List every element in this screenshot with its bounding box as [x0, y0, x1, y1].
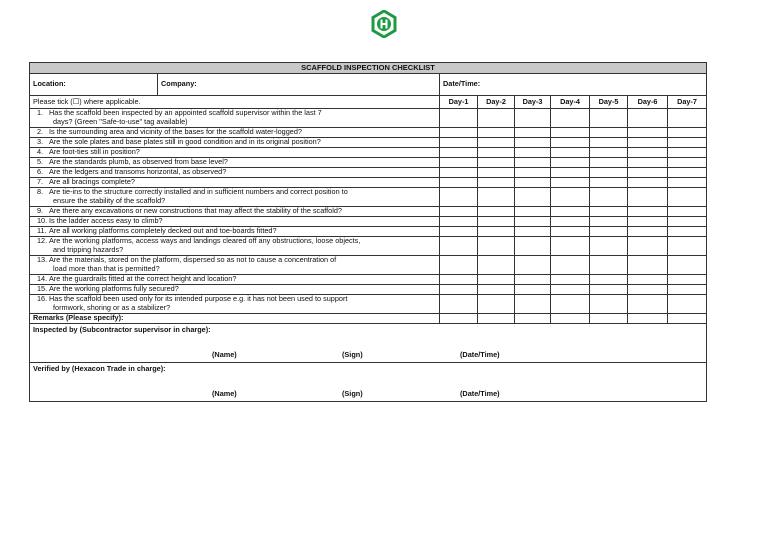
day-check-cell[interactable]	[440, 207, 478, 217]
question-text	[30, 256, 440, 275]
question-line: Is the ladder access easy to climb?	[49, 216, 163, 226]
checklist-row	[30, 256, 707, 275]
question-number: 16.	[37, 294, 48, 304]
remarks-cell[interactable]	[478, 314, 515, 324]
day-check-cell[interactable]	[668, 138, 707, 148]
day-check-cell[interactable]	[440, 295, 478, 314]
day-check-cell[interactable]	[515, 285, 551, 295]
question-text	[30, 188, 440, 207]
day-check-cell[interactable]	[551, 168, 590, 178]
day-check-cell[interactable]	[515, 295, 551, 314]
day-check-cell[interactable]	[515, 128, 551, 138]
day-check-cell[interactable]	[668, 285, 707, 295]
day-check-cell[interactable]	[551, 285, 590, 295]
checklist-row	[30, 109, 707, 128]
day-check-cell[interactable]	[668, 188, 707, 207]
day-check-cell[interactable]	[478, 285, 515, 295]
checklist-row	[30, 217, 707, 227]
remarks-cell[interactable]	[628, 314, 668, 324]
day-check-cell[interactable]	[628, 275, 668, 285]
question-number: 15.	[37, 284, 48, 294]
day-check-cell[interactable]	[590, 148, 628, 158]
verified-by-block	[30, 363, 707, 402]
day-check-cell[interactable]	[628, 168, 668, 178]
day-header: Day-3	[515, 96, 551, 109]
day-check-cell[interactable]	[515, 109, 551, 128]
day-check-cell[interactable]	[515, 237, 551, 256]
remarks-cell[interactable]	[515, 314, 551, 324]
question-number: 14.	[37, 274, 48, 284]
question-number: 7.	[37, 177, 44, 187]
company-label: Company:	[158, 74, 440, 96]
day-check-cell[interactable]	[590, 178, 628, 188]
day-check-cell[interactable]	[515, 227, 551, 237]
day-check-cell[interactable]	[590, 217, 628, 227]
question-line: and tripping hazards?	[53, 245, 124, 254]
day-check-cell[interactable]	[440, 178, 478, 188]
day-check-cell[interactable]	[478, 256, 515, 275]
day-check-cell[interactable]	[440, 188, 478, 207]
day-check-cell[interactable]	[628, 138, 668, 148]
checklist-row	[30, 158, 707, 168]
day-check-cell[interactable]	[440, 275, 478, 285]
question-number: 10.	[37, 216, 48, 226]
day-check-cell[interactable]	[515, 168, 551, 178]
day-check-cell[interactable]	[515, 148, 551, 158]
day-check-cell[interactable]	[440, 148, 478, 158]
day-check-cell[interactable]	[515, 207, 551, 217]
day-header: Day-4	[551, 96, 590, 109]
day-header: Day-6	[628, 96, 668, 109]
day-check-cell[interactable]	[628, 237, 668, 256]
day-check-cell[interactable]	[628, 109, 668, 128]
day-check-cell[interactable]	[551, 207, 590, 217]
remarks-cell[interactable]	[668, 314, 707, 324]
day-check-cell[interactable]	[590, 188, 628, 207]
day-check-cell[interactable]	[628, 285, 668, 295]
checklist-row	[30, 295, 707, 314]
day-check-cell[interactable]	[478, 128, 515, 138]
question-number: 1.	[37, 108, 44, 118]
day-check-cell[interactable]	[440, 109, 478, 128]
day-check-cell[interactable]	[668, 237, 707, 256]
day-check-cell[interactable]	[668, 128, 707, 138]
day-check-cell[interactable]	[551, 109, 590, 128]
question-line: Are the working platforms, access ways and landings cleared off any obstructions, loose objects,	[49, 236, 361, 246]
day-check-cell[interactable]	[478, 188, 515, 207]
datetime-sign-label: (Date/Time)	[460, 389, 500, 399]
question-number: 5.	[37, 157, 44, 167]
day-check-cell[interactable]	[628, 295, 668, 314]
question-line: formwork, shoring or as a stabilizer?	[53, 303, 171, 312]
question-line: Are foot-ties still in position?	[49, 147, 140, 157]
sign-label: (Sign)	[342, 350, 363, 360]
question-text	[30, 207, 440, 217]
day-check-cell[interactable]	[478, 217, 515, 227]
day-check-cell[interactable]	[590, 207, 628, 217]
checklist-row	[30, 285, 707, 295]
day-check-cell[interactable]	[590, 109, 628, 128]
day-check-cell[interactable]	[668, 256, 707, 275]
day-check-cell[interactable]	[478, 207, 515, 217]
checklist-row	[30, 237, 707, 256]
question-line: ensure the stability of the scaffold?	[53, 196, 166, 205]
question-line: Has the scaffold been used only for its intended purpose e.g. it has not been used to support	[49, 294, 348, 304]
day-check-cell[interactable]	[551, 188, 590, 207]
checklist-row	[30, 178, 707, 188]
day-check-cell[interactable]	[478, 178, 515, 188]
day-check-cell[interactable]	[440, 256, 478, 275]
question-line: Are the standards plumb, as observed from base level?	[49, 157, 228, 167]
day-check-cell[interactable]	[590, 227, 628, 237]
day-check-cell[interactable]	[590, 168, 628, 178]
day-check-cell[interactable]	[668, 178, 707, 188]
question-line: Are all working platforms completely decked out and toe-boards fitted?	[49, 226, 277, 236]
day-check-cell[interactable]	[440, 217, 478, 227]
day-check-cell[interactable]	[440, 227, 478, 237]
day-check-cell[interactable]	[551, 275, 590, 285]
question-line: Has the scaffold been inspected by an appointed scaffold supervisor within the last 7	[49, 108, 322, 118]
day-check-cell[interactable]	[440, 138, 478, 148]
day-check-cell[interactable]	[590, 256, 628, 275]
day-check-cell[interactable]	[478, 138, 515, 148]
question-text	[30, 275, 440, 285]
hexacon-h-logo-icon	[370, 10, 398, 38]
remarks-cell[interactable]	[590, 314, 628, 324]
question-number: 11.	[37, 226, 47, 236]
day-check-cell[interactable]	[590, 285, 628, 295]
checklist-row	[30, 138, 707, 148]
day-check-cell[interactable]	[551, 128, 590, 138]
day-check-cell[interactable]	[478, 227, 515, 237]
question-line: Are the guardrails fitted at the correct height and location?	[49, 274, 237, 284]
instructions-text: Please tick (☐) where applicable.	[30, 96, 440, 109]
question-text	[30, 217, 440, 227]
checklist-row	[30, 168, 707, 178]
question-text	[30, 178, 440, 188]
day-check-cell[interactable]	[668, 148, 707, 158]
datetime-label: Date/Time:	[440, 74, 707, 96]
day-check-cell[interactable]	[668, 275, 707, 285]
day-check-cell[interactable]	[478, 237, 515, 256]
day-check-cell[interactable]	[628, 256, 668, 275]
day-check-cell[interactable]	[440, 237, 478, 256]
checklist-table	[29, 62, 707, 402]
question-number: 4.	[37, 147, 44, 157]
day-check-cell[interactable]	[628, 227, 668, 237]
day-check-cell[interactable]	[515, 138, 551, 148]
question-text	[30, 295, 440, 314]
day-check-cell[interactable]	[551, 237, 590, 256]
question-text	[30, 227, 440, 237]
question-line: Is the surrounding area and vicinity of the bases for the scaffold water-logged?	[49, 127, 302, 137]
day-check-cell[interactable]	[668, 207, 707, 217]
remarks-cell[interactable]	[551, 314, 590, 324]
verified-by-block-label: Verified by (Hexacon Trade in charge):	[33, 364, 166, 373]
checklist-row	[30, 275, 707, 285]
question-number: 8.	[37, 187, 44, 197]
day-check-cell[interactable]	[440, 158, 478, 168]
day-check-cell[interactable]	[515, 256, 551, 275]
day-check-cell[interactable]	[515, 217, 551, 227]
question-text	[30, 138, 440, 148]
day-check-cell[interactable]	[590, 158, 628, 168]
day-check-cell[interactable]	[478, 168, 515, 178]
day-check-cell[interactable]	[440, 168, 478, 178]
checklist-row	[30, 128, 707, 138]
question-text	[30, 237, 440, 256]
day-check-cell[interactable]	[668, 158, 707, 168]
day-check-cell[interactable]	[478, 158, 515, 168]
day-check-cell[interactable]	[628, 128, 668, 138]
question-number: 2.	[37, 127, 44, 137]
question-number: 6.	[37, 167, 44, 177]
day-check-cell[interactable]	[590, 138, 628, 148]
day-check-cell[interactable]	[551, 217, 590, 227]
day-header: Day-2	[478, 96, 515, 109]
day-check-cell[interactable]	[551, 227, 590, 237]
checklist-row	[30, 227, 707, 237]
day-header: Day-7	[668, 96, 707, 109]
question-line: load more than that is permitted?	[53, 264, 160, 273]
day-check-cell[interactable]	[551, 178, 590, 188]
day-check-cell[interactable]	[515, 275, 551, 285]
sign-label: (Sign)	[342, 389, 363, 399]
day-check-cell[interactable]	[478, 275, 515, 285]
day-check-cell[interactable]	[440, 128, 478, 138]
question-text	[30, 168, 440, 178]
day-check-cell[interactable]	[515, 158, 551, 168]
question-line: Are the working platforms fully secured?	[49, 284, 179, 294]
day-check-cell[interactable]	[551, 295, 590, 314]
day-check-cell[interactable]	[668, 109, 707, 128]
question-number: 9.	[37, 206, 44, 216]
day-check-cell[interactable]	[628, 178, 668, 188]
question-line: Are the sole plates and base plates still in good condition and in its original position?	[49, 137, 321, 147]
question-text	[30, 285, 440, 295]
name-label: (Name)	[212, 350, 237, 360]
question-number: 3.	[37, 137, 44, 147]
day-check-cell[interactable]	[551, 256, 590, 275]
day-header: Day-5	[590, 96, 628, 109]
day-check-cell[interactable]	[628, 158, 668, 168]
checklist-row	[30, 148, 707, 158]
day-check-cell[interactable]	[515, 178, 551, 188]
question-line: days? (Green "Safe-to-use" tag available)	[53, 117, 188, 126]
checklist-row	[30, 188, 707, 207]
question-text	[30, 128, 440, 138]
day-check-cell[interactable]	[628, 207, 668, 217]
day-check-cell[interactable]	[590, 275, 628, 285]
remarks-label: Remarks (Please specify):	[30, 314, 440, 324]
day-check-cell[interactable]	[590, 128, 628, 138]
question-number: 13.	[37, 255, 48, 265]
inspected-by-block	[30, 324, 707, 363]
day-check-cell[interactable]	[551, 138, 590, 148]
name-label: (Name)	[212, 389, 237, 399]
inspected-by-block-label: Inspected by (Subcontractor supervisor in charge):	[33, 325, 211, 334]
remarks-cell[interactable]	[440, 314, 478, 324]
question-line: Are the materials, stored on the platform, dispersed so as not to cause a concentration of	[49, 255, 337, 265]
checklist-row	[30, 207, 707, 217]
question-line: Are there any excavations or new constructions that may affect the stability of the scaffold?	[49, 206, 342, 216]
day-check-cell[interactable]	[590, 237, 628, 256]
day-check-cell[interactable]	[478, 148, 515, 158]
question-line: Are all bracings complete?	[49, 177, 135, 187]
day-check-cell[interactable]	[515, 188, 551, 207]
question-line: Are the ledgers and transoms horizontal, as observed?	[49, 167, 227, 177]
day-check-cell[interactable]	[668, 168, 707, 178]
day-check-cell[interactable]	[668, 227, 707, 237]
day-check-cell[interactable]	[668, 295, 707, 314]
day-check-cell[interactable]	[628, 148, 668, 158]
day-check-cell[interactable]	[668, 217, 707, 227]
question-text	[30, 158, 440, 168]
day-check-cell[interactable]	[478, 109, 515, 128]
day-check-cell[interactable]	[628, 217, 668, 227]
day-check-cell[interactable]	[440, 285, 478, 295]
question-number: 12.	[37, 236, 48, 246]
day-check-cell[interactable]	[628, 188, 668, 207]
day-check-cell[interactable]	[551, 148, 590, 158]
location-label: Location:	[30, 74, 158, 96]
day-header: Day-1	[440, 96, 478, 109]
datetime-sign-label: (Date/Time)	[460, 350, 500, 360]
day-check-cell[interactable]	[551, 158, 590, 168]
question-line: Are tie-ins to the structure correctly installed and in sufficient numbers and correct position to	[49, 187, 348, 197]
question-text	[30, 148, 440, 158]
day-check-cell[interactable]	[478, 295, 515, 314]
question-text	[30, 109, 440, 128]
checklist-title: SCAFFOLD INSPECTION CHECKLIST	[30, 63, 707, 74]
day-check-cell[interactable]	[590, 295, 628, 314]
